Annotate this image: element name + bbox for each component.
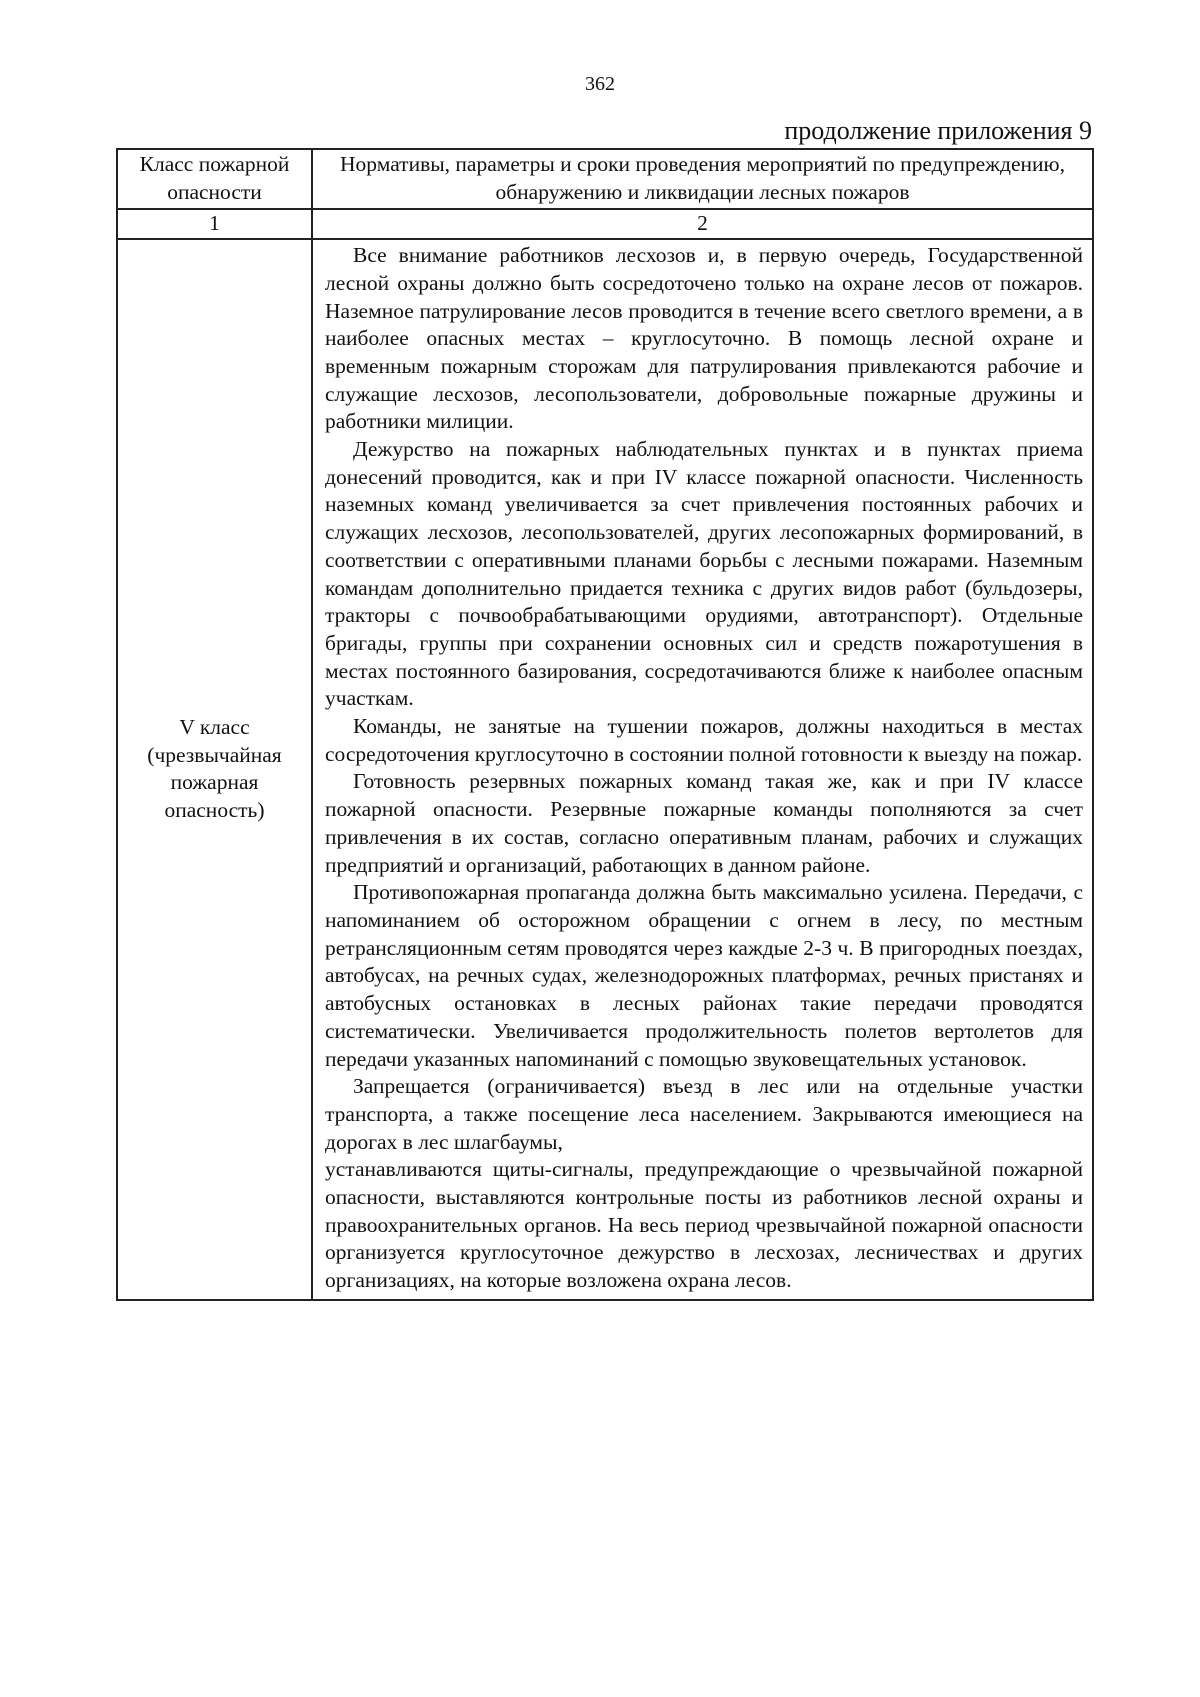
- fire-class-line: (чрезвычайная: [147, 742, 282, 767]
- fire-class-line: опасность): [164, 798, 265, 823]
- table-header-row: [117, 149, 1093, 209]
- measures-paragraph: Дежурство на пожарных наблюдательных пунктах и в пунктах приема донесений проводится, как и при IV классе пожарной опасности. Численность наземных команд увеличивается за счет привлечения постоянных рабочих и служащих лесхозов, лесопользователей, других лесопожарных формирований, в соответствии с оперативными планами борьбы с лесными пожарами. Наземным командам дополнительно придается техника с других видов работ (бульдозеры, тракторы с почвообрабатывающими орудиями, автотранспорт). Отдельные бригады, группы при сохранении основных сил и средств пожаротушения в местах постоянного базирования, сосредотачиваются ближе к наиболее опасным участкам.: [325, 437, 1083, 711]
- measures-paragraph: Противопожарная пропаганда должна быть максимально усилена. Передачи, с напоминанием об осторожном обращении с огнем в лесу, по местным ретрансляционным сетям проводятся через каждые 2-3 ч. В пригородных поездах, автобусах, на речных судах, железнодорожных платформах, речных пристанях и автобусных остановках в лесных районах такие передачи проводятся систематически. Увеличивается продолжительность полетов вертолетов для передачи указанных напоминаний с помощью звуковещательных установок.: [325, 880, 1083, 1071]
- fire-class-cell: [117, 239, 312, 1300]
- column-number-row: [117, 209, 1093, 239]
- measures-paragraph: Все внимание работников лесхозов и, в первую очередь, Государственной лесной охраны должно быть сосредоточено только на охране лесов от пожаров. Наземное патрулирование лесов проводится в течение всего светлого времени, а в наиболее опасных местах – круглосуточно. В помощь лесной охране и временным пожарным сторожам для патрулирования привлекаются рабочие и служащие лесхозов, лесопользователи, добровольные пожарные дружины и работники милиции.: [325, 243, 1083, 434]
- column-number-2: 2: [312, 209, 1093, 239]
- fire-class-line: V класс: [179, 715, 250, 740]
- page-number: 362: [585, 73, 615, 95]
- table-row: [117, 239, 1093, 1300]
- measures-paragraph: Запрещается (ограничивается) въезд в лес или на отдельные участки транспорта, а также посещение леса населением. Закрываются имеющиеся на дорогах в лес шлагбаумы,: [325, 1074, 1083, 1154]
- continuation-label: продолжение приложения 9: [784, 116, 1092, 145]
- fire-danger-table: [116, 148, 1094, 1301]
- header-norms: Нормативы, параметры и сроки проведения мероприятий по предупреждению, обнаружению и ликвидации лесных пожаров: [312, 149, 1093, 209]
- fire-class-line: пожарная: [170, 770, 259, 795]
- measures-paragraph: устанавливаются щиты-сигналы, предупреждающие о чрезвычайной пожарной опасности, выставляются контрольные посты из работников лесной охраны и правоохранительных органов. На весь период чрезвычайной пожарной опасности организуется круглосуточное дежурство в лесхозах, лесничествах и других организациях, на которые возложена охрана лесов.: [325, 1157, 1083, 1293]
- measures-cell: [312, 239, 1093, 1300]
- column-number-1: 1: [117, 209, 312, 239]
- measures-paragraph: Команды, не занятые на тушении пожаров, должны находиться в местах сосредоточения круглосуточно в состоянии полной готовности к выезду на пожар.: [325, 714, 1083, 766]
- header-fire-class: Класс пожарной опасности: [117, 149, 312, 209]
- measures-paragraph: Готовность резервных пожарных команд такая же, как и при IV классе пожарной опасности. Резервные пожарные команды пополняются за счет привлечения в их состав, согласно оперативным планам, рабочих и служащих предприятий и организаций, работающих в данном районе.: [325, 769, 1083, 877]
